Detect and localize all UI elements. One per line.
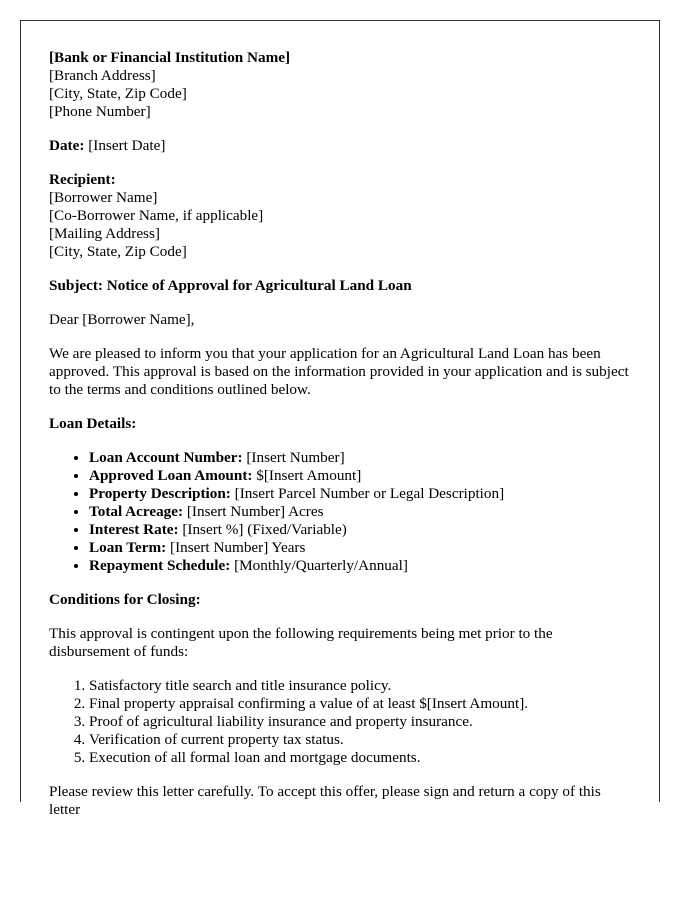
item-value: [Insert Parcel Number or Legal Description]	[230, 485, 505, 502]
list-item: 4. Verification of current property tax status.	[89, 731, 631, 749]
list-item	[89, 485, 631, 503]
item-value: [Insert Number] Years	[166, 539, 306, 556]
list-item: 2. Final property appraisal confirming a value of at least $[Insert Amount].	[89, 695, 631, 713]
sender-block	[49, 49, 631, 121]
branch-address: [Branch Address]	[49, 67, 156, 84]
item-label: Interest Rate:	[89, 521, 179, 538]
intro-paragraph: We are pleased to inform you that your application for an Agricultural Land Loan has been approved. This approval is based on the information provided in your application and is subject to the terms and conditions outlined below.	[49, 345, 629, 398]
conditions-list	[49, 677, 631, 767]
list-item	[89, 449, 631, 467]
letter-page	[20, 20, 660, 818]
item-value: [Insert %] (Fixed/Variable)	[178, 521, 347, 538]
recipient-label: Recipient:	[49, 171, 116, 188]
list-item	[89, 557, 631, 575]
item-label: Repayment Schedule:	[89, 557, 231, 574]
date-line	[49, 137, 631, 155]
list-item	[89, 539, 631, 557]
item-value: [Insert Number]	[242, 449, 345, 466]
item-label: Total Acreage:	[89, 503, 184, 520]
item-value: [Monthly/Quarterly/Annual]	[230, 557, 408, 574]
list-item	[89, 467, 631, 485]
loan-details-list	[49, 449, 631, 575]
recipient-line: [Mailing Address]	[49, 225, 160, 242]
list-item	[89, 503, 631, 521]
item-label: Property Description:	[89, 485, 231, 502]
item-label: Loan Account Number:	[89, 449, 243, 466]
recipient-line: [Borrower Name]	[49, 189, 158, 206]
list-item: 1. Satisfactory title search and title insurance policy.	[89, 677, 631, 695]
conditions-heading: Conditions for Closing:	[49, 591, 201, 608]
conditions-intro: This approval is contingent upon the following requirements being met prior to the disbursement of funds:	[49, 625, 553, 660]
list-item: 3. Proof of agricultural liability insurance and property insurance.	[89, 713, 631, 731]
bank-city: [City, State, Zip Code]	[49, 85, 187, 102]
subject-line: Subject: Notice of Approval for Agricultural Land Loan	[49, 277, 412, 294]
item-value: [Insert Number] Acres	[183, 503, 324, 520]
list-item: 5. Execution of all formal loan and mortgage documents.	[89, 749, 631, 767]
item-label: Approved Loan Amount:	[89, 467, 253, 484]
closing-paragraph: Please review this letter carefully. To accept this offer, please sign and return a copy of this letter	[49, 783, 601, 818]
bank-name: [Bank or Financial Institution Name]	[49, 49, 291, 66]
salutation: Dear [Borrower Name],	[49, 311, 195, 328]
recipient-line: [City, State, Zip Code]	[49, 243, 187, 260]
item-value: $[Insert Amount]	[252, 467, 362, 484]
recipient-block	[49, 171, 631, 261]
item-label: Loan Term:	[89, 539, 167, 556]
date-label: Date:	[49, 137, 85, 154]
loan-details-heading: Loan Details:	[49, 415, 137, 432]
recipient-line: [Co-Borrower Name, if applicable]	[49, 207, 264, 224]
bank-phone: [Phone Number]	[49, 103, 151, 120]
list-item	[89, 521, 631, 539]
date-value: [Insert Date]	[88, 137, 166, 154]
